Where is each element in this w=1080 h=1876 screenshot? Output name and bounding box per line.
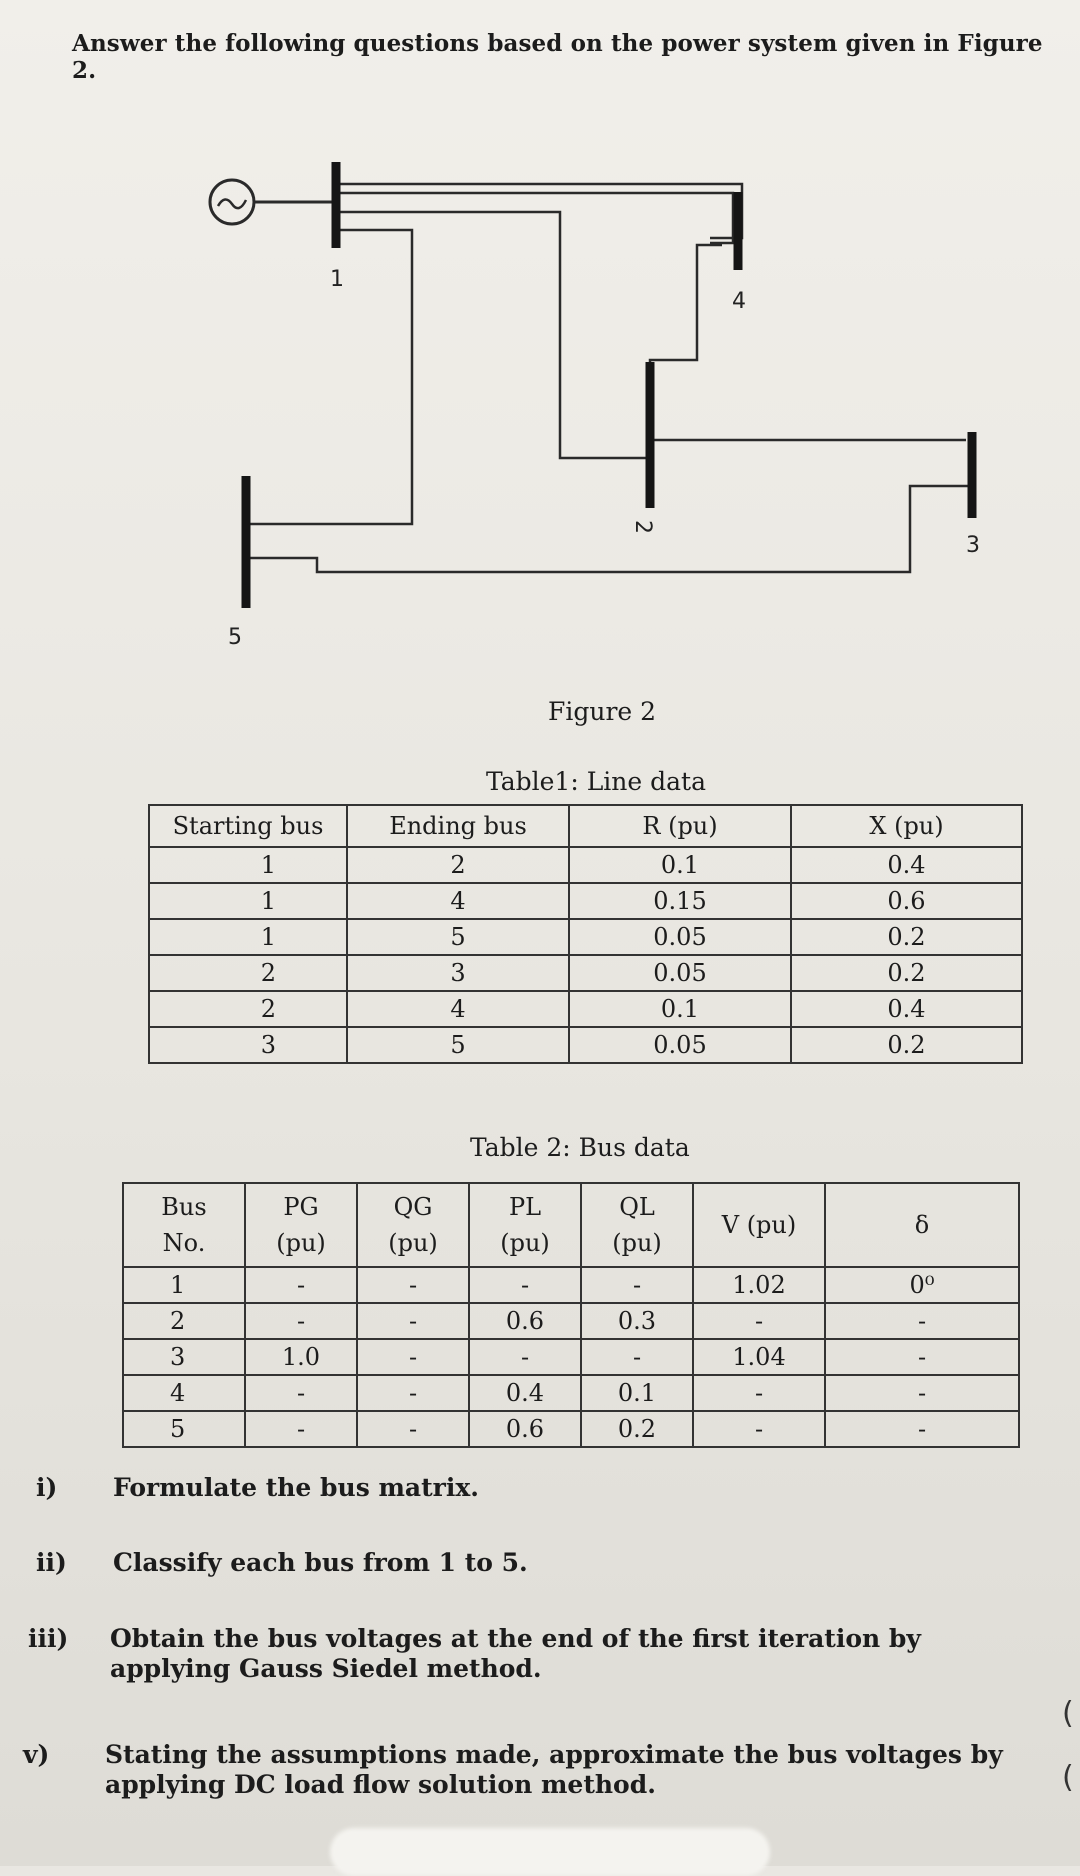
table-cell: - [693,1375,825,1411]
line-data-title: Table1: Line data [486,767,707,796]
col-x: X (pu) [791,805,1022,847]
bus-col-header [581,1183,693,1267]
table-row [123,1375,1019,1411]
col-r: R (pu) [569,805,791,847]
question-3 [28,1624,1030,1684]
table-cell: - [825,1303,1019,1339]
table-cell: 0.1 [569,847,791,883]
bus-col-header [469,1183,581,1267]
table-cell: 4 [123,1375,245,1411]
table-cell: 4 [347,991,569,1027]
col-ending-bus: Ending bus [347,805,569,847]
table-cell: 0.2 [581,1411,693,1447]
table-cell: 0.3 [581,1303,693,1339]
table-cell: - [245,1303,357,1339]
table-cell: 0.4 [469,1375,581,1411]
col-starting-bus: Starting bus [149,805,347,847]
table-cell: - [357,1411,469,1447]
header-line: (pu) [612,1229,662,1257]
table-cell: 0.1 [569,991,791,1027]
header-line: PG [283,1193,319,1221]
bus-label-5: 5 [228,625,242,650]
header-line: QG [393,1193,433,1221]
table-cell: 0.05 [569,955,791,991]
table-cell: 0.6 [469,1303,581,1339]
table-cell: - [581,1267,693,1303]
table-cell: - [245,1375,357,1411]
intro-text: Answer the following questions based on the power system given in Figure 2. [72,30,1043,84]
bus-label-4: 4 [732,289,746,314]
bus-label-2: 2 [630,520,655,534]
table-cell: 3 [149,1027,347,1063]
header-line: No. [162,1229,206,1257]
bus-col-header [245,1183,357,1267]
line-data-table [148,804,1023,1064]
table-row [149,847,1022,883]
table-cell: 0⁰ [825,1267,1019,1303]
table-cell: 0.05 [569,1027,791,1063]
table-cell: - [693,1411,825,1447]
table-row [149,955,1022,991]
table-cell: 5 [347,919,569,955]
table-row [149,919,1022,955]
table-row [123,1411,1019,1447]
bus-label-3: 3 [966,533,980,558]
table-cell: 1 [123,1267,245,1303]
table-cell: 1.04 [693,1339,825,1375]
table-cell: 0.4 [791,847,1022,883]
table-row [123,1303,1019,1339]
header-line: (pu) [276,1229,326,1257]
question-text: Formulate the bus matrix. [113,1473,479,1502]
table-cell: - [581,1339,693,1375]
table-cell: 3 [123,1339,245,1375]
table-cell: 1 [149,919,347,955]
question-number: i) [36,1473,58,1502]
table-cell: 0.05 [569,919,791,955]
table-cell: 1.0 [245,1339,357,1375]
header-line: (pu) [388,1229,438,1257]
margin-mark: ( [1062,1696,1074,1731]
margin-mark: ( [1062,1760,1074,1795]
question-number: iii) [28,1624,69,1653]
question-text: Stating the assumptions made, approximate the bus voltages by applying DC load flow solution method. [105,1740,1003,1799]
table-cell: - [357,1267,469,1303]
table-cell: 0.2 [791,919,1022,955]
table-cell: - [825,1339,1019,1375]
table-cell: 2 [149,991,347,1027]
bus-col-header [123,1183,245,1267]
table-cell: - [357,1339,469,1375]
table-cell: 2 [347,847,569,883]
bus-data-table [122,1182,1020,1448]
bus-label-1: 1 [330,267,344,292]
bus-col-header [357,1183,469,1267]
question-text: Classify each bus from 1 to 5. [113,1548,528,1577]
table-cell: 0.6 [791,883,1022,919]
table-cell: - [693,1303,825,1339]
question-number: v) [23,1740,50,1769]
table-cell: 1.02 [693,1267,825,1303]
table-cell: 0.2 [791,1027,1022,1063]
question-number: ii) [36,1548,67,1577]
table-header-row [123,1183,1019,1267]
table-cell: 4 [347,883,569,919]
table-cell: 1 [149,847,347,883]
table-cell: 2 [123,1303,245,1339]
table-header-row [149,805,1022,847]
table-cell: 0.4 [791,991,1022,1027]
table-cell: - [357,1375,469,1411]
question-5 [23,1740,1025,1800]
question-text: Obtain the bus voltages at the end of the first iteration by applying Gauss Siedel method. [110,1624,921,1683]
table-cell: - [245,1411,357,1447]
question-1 [36,1473,479,1502]
bus-col-header [825,1183,1019,1267]
table-row [123,1267,1019,1303]
bus-col-header [693,1183,825,1267]
table-cell: - [469,1339,581,1375]
photo-smudge [330,1828,770,1876]
table-cell: 0.2 [791,955,1022,991]
table-cell: - [825,1375,1019,1411]
header-line: V (pu) [721,1211,797,1239]
table-cell: 5 [347,1027,569,1063]
table-row [149,1027,1022,1063]
header-line: QL [619,1193,655,1221]
table-cell: 5 [123,1411,245,1447]
table-cell: 1 [149,883,347,919]
header-line: PL [508,1193,542,1221]
question-2 [36,1548,528,1577]
header-line: Bus [161,1193,207,1221]
table-cell: 3 [347,955,569,991]
table-cell: 0.1 [581,1375,693,1411]
table-row [149,991,1022,1027]
header-line: δ [914,1211,930,1239]
table-cell: - [245,1267,357,1303]
table-row [149,883,1022,919]
figure-caption: Figure 2 [548,697,657,726]
header-line: (pu) [500,1229,550,1257]
table-row [123,1339,1019,1375]
table-cell: - [469,1267,581,1303]
table-cell: 0.15 [569,883,791,919]
table-cell: 0.6 [469,1411,581,1447]
table-cell: 2 [149,955,347,991]
bus-data-title: Table 2: Bus data [470,1133,690,1162]
single-line-diagram [0,0,1080,700]
table-cell: - [357,1303,469,1339]
table-cell: - [825,1411,1019,1447]
